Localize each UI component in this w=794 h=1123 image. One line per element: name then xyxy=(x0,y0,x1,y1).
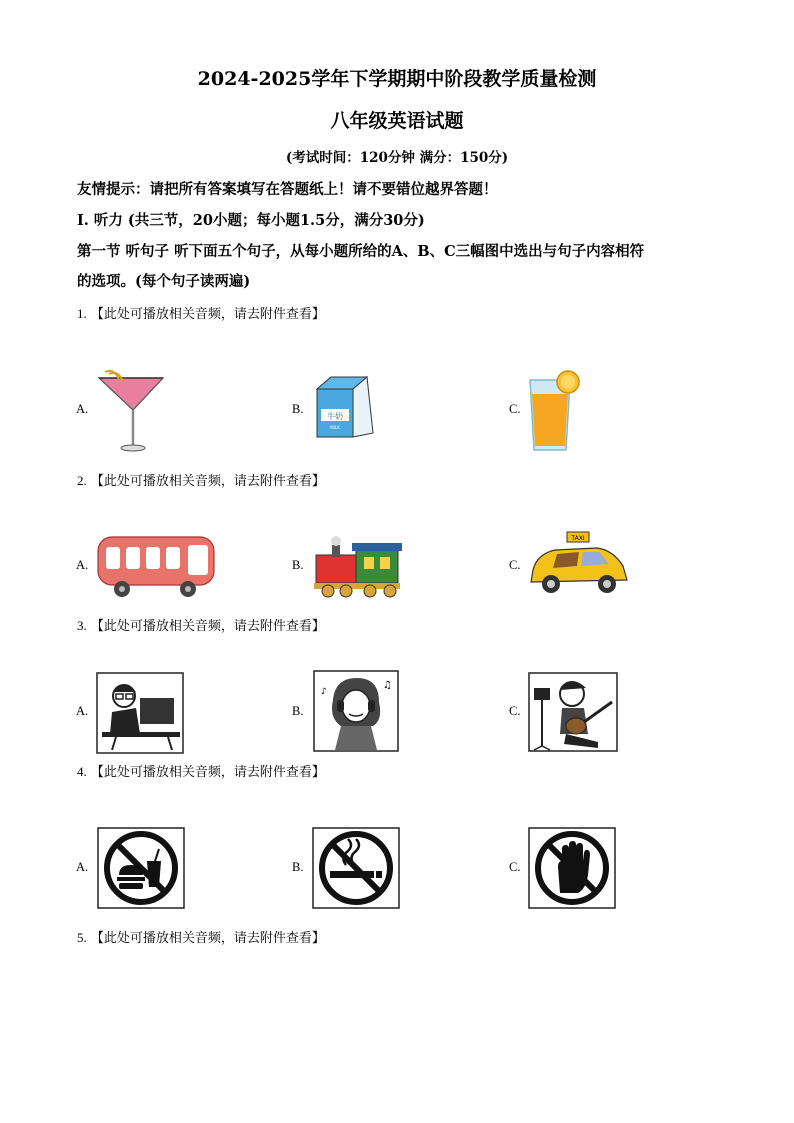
no-touching-sign-icon[interactable] xyxy=(528,827,616,909)
svg-text:♫: ♫ xyxy=(383,680,392,691)
toy-train-icon[interactable] xyxy=(312,533,404,599)
section-heading: I. 听力 (共三节，20小题；每小题1.5分，满分30分) xyxy=(77,212,425,229)
taxi-sign: TAXI xyxy=(571,535,585,542)
taxi-icon[interactable] xyxy=(527,530,631,600)
part1-instruction: 第一节 听句子 听下面五个句子，从每小题所给的A、B、C三幅图中选出与句子内容相符 xyxy=(77,243,645,260)
question-text: 【此处可播放相关音频，请去附件查看】 xyxy=(90,619,325,634)
milk-carton-icon[interactable] xyxy=(311,375,377,441)
no-smoking-sign-icon[interactable] xyxy=(312,827,400,909)
question-text: 【此处可播放相关音频，请去附件查看】 xyxy=(90,931,325,946)
boy-at-computer-icon[interactable] xyxy=(96,672,184,754)
page-subtitle: 八年级英语试题 xyxy=(330,110,464,132)
option-a-label[interactable]: A. xyxy=(76,558,89,572)
question-number: 5. xyxy=(77,930,87,945)
option-b-label[interactable]: B. xyxy=(292,402,304,416)
question-1 xyxy=(77,303,325,322)
exam-info: (考试时间：120分钟 满分：150分) xyxy=(285,150,509,166)
option-c-label[interactable]: C. xyxy=(509,558,521,572)
option-a-label[interactable]: A. xyxy=(76,704,89,718)
milk-label: 牛奶 xyxy=(327,412,343,421)
question-3 xyxy=(77,615,325,634)
question-5 xyxy=(77,927,325,946)
no-food-drink-sign-icon[interactable] xyxy=(97,827,185,909)
question-2 xyxy=(77,470,325,489)
milk-sub-label: MILK xyxy=(330,425,340,430)
part1-instruction-cont: 的选项。(每个句子读两遍) xyxy=(77,273,251,290)
svg-text:♪: ♪ xyxy=(321,687,327,697)
page-title: 2024-2025学年下学期期中阶段教学质量检测 xyxy=(197,68,597,90)
question-number: 4. xyxy=(77,764,87,779)
question-text: 【此处可播放相关音频，请去附件查看】 xyxy=(90,765,325,780)
option-b-label[interactable]: B. xyxy=(292,558,304,572)
option-a-label[interactable]: A. xyxy=(76,402,89,416)
girl-with-headphones-icon[interactable] xyxy=(313,670,399,752)
question-number: 1. xyxy=(77,306,87,321)
cocktail-glass-icon[interactable] xyxy=(95,370,167,455)
option-c-label[interactable]: C. xyxy=(509,860,521,874)
question-number: 2. xyxy=(77,473,87,488)
boy-playing-guitar-icon[interactable] xyxy=(528,672,618,752)
question-number: 3. xyxy=(77,618,87,633)
notice-text: 友情提示：请把所有答案填写在答题纸上！请不要错位越界答题！ xyxy=(77,181,498,198)
question-4 xyxy=(77,761,325,780)
option-c-label[interactable]: C. xyxy=(509,402,521,416)
question-text: 【此处可播放相关音频，请去附件查看】 xyxy=(90,307,325,322)
option-b-label[interactable]: B. xyxy=(292,704,304,718)
question-text: 【此处可播放相关音频，请去附件查看】 xyxy=(90,474,325,489)
option-a-label[interactable]: A. xyxy=(76,860,89,874)
option-c-label[interactable]: C. xyxy=(509,704,521,718)
orange-juice-icon[interactable] xyxy=(526,368,584,454)
bus-icon[interactable] xyxy=(96,533,218,599)
option-b-label[interactable]: B. xyxy=(292,860,304,874)
